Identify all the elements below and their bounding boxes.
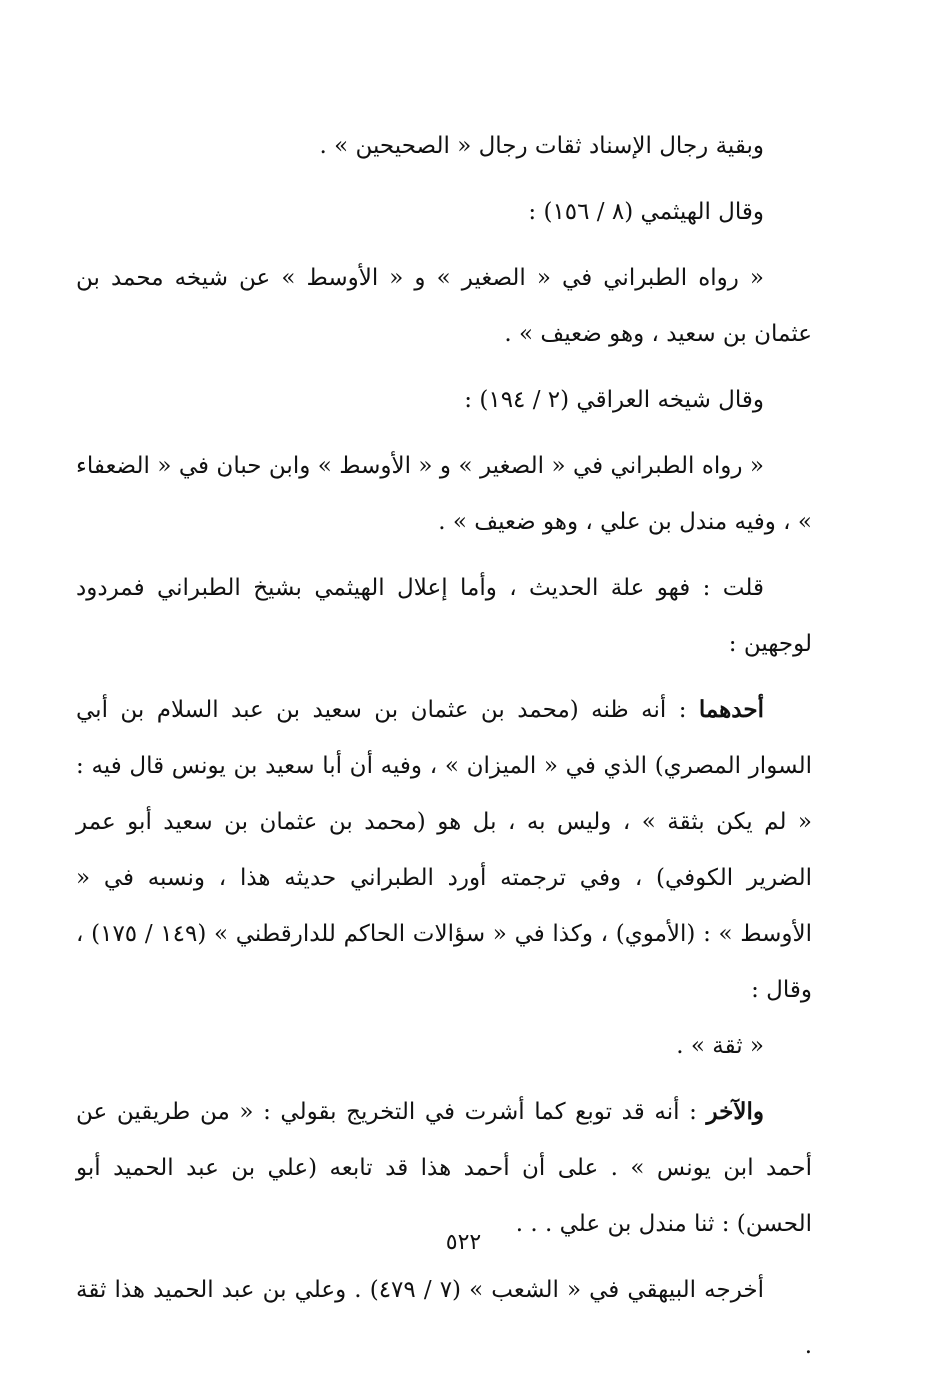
- paragraph-6: قلت : فهو علة الحديث ، وأما إعلال الهيثمي بشيخ الطبراني فمردود لوجهين :: [76, 575, 812, 657]
- paragraph-8-quote: « ثقة » .: [676, 1033, 764, 1059]
- paragraph-10: أخرجه البيهقي في « الشعب » (٧ / ٤٧٩) . وعلي بن عبد الحميد هذا ثقة .: [76, 1277, 812, 1359]
- paragraph-5-quote: « رواه الطبراني في « الصغير » و « الأوسط » وابن حبان في « الضعفاء » ، وفيه مندل بن علي ، وهو ضعيف » .: [76, 453, 812, 535]
- page-number: ٥٢٢: [445, 1230, 482, 1255]
- paragraph-3-quote: « رواه الطبراني في « الصغير » و « الأوسط » عن شيخه محمد بن عثمان بن سعيد ، وهو ضعيف » .: [76, 265, 812, 347]
- second-reason-text: : أنه قد توبع كما أشرت في التخريج بقولي : « من طريقين عن أحمد ابن يونس » . على أن أحمد هذا قد تابعه (علي بن عبد الحميد أبو الحسن) : ثنا مندل بن علي . . .: [76, 1099, 812, 1237]
- first-reason-heading: أحدهما: [698, 696, 764, 723]
- paragraph-9-second-reason: [76, 1084, 812, 1252]
- second-reason-heading: والآخر: [706, 1098, 764, 1125]
- first-reason-text: : أنه ظنه (محمد بن عثمان بن سعيد بن عبد السلام بن أبي السوار المصري) الذي في « الميزان » ، وفيه أن أبا سعيد بن يونس قال فيه : « لم يكن بثقة » ، وليس به ، بل هو (محمد بن عثمان بن سعيد أبو عمر الضرير الكوفي) ، وفي ترجمته أورد الطبراني حديثه هذا ، ونسبه في « الأوسط » : (الأموي) ، وكذا في « سؤالات الحاكم للدارقطني » (١٤٩ / ١٧٥) ، وقال :: [76, 697, 812, 1003]
- page-body: [76, 118, 812, 1374]
- paragraph-1: وبقية رجال الإسناد ثقات رجال « الصحيحين » .: [319, 133, 764, 159]
- paragraph-7-first-reason: [76, 682, 812, 1018]
- paragraph-2: وقال الهيثمي (٨ / ١٥٦) :: [528, 199, 764, 225]
- paragraph-4: وقال شيخه العراقي (٢ / ١٩٤) :: [464, 387, 764, 413]
